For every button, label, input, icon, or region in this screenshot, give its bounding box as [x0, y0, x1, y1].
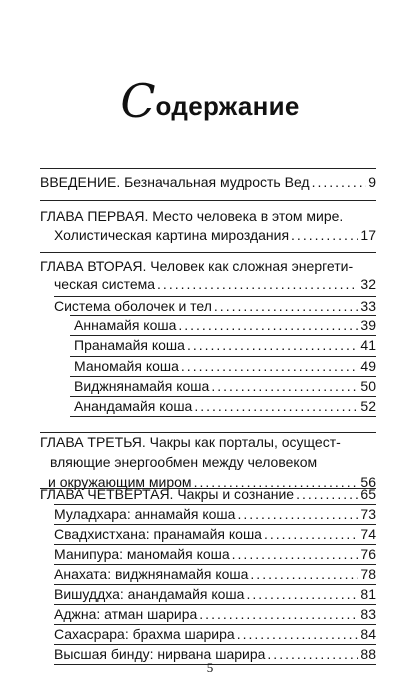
dot-leader: [237, 504, 358, 524]
entry-title: Маномайя коша: [74, 358, 179, 374]
toc-entry-subsection[interactable]: [74, 315, 376, 335]
entry-title: Пранамайя коша: [74, 337, 185, 353]
dot-leader: [211, 376, 358, 396]
entry-title: Вишуддха: анандамайя коша: [54, 586, 245, 602]
entry-page: 17: [360, 227, 376, 243]
dot-leader: [187, 335, 358, 355]
entry-title: Манипура: маномайя коша: [54, 546, 230, 562]
entry-page: 52: [360, 398, 376, 414]
dot-leader: [181, 356, 359, 376]
toc-entry-subsection[interactable]: [54, 504, 376, 524]
dot-leader: [237, 624, 359, 644]
toc-entry-subsection[interactable]: [54, 544, 376, 564]
entry-page: 83: [360, 606, 376, 622]
toc-entry-intro[interactable]: [40, 172, 376, 192]
dot-leader: [296, 484, 358, 504]
dot-leader: [291, 225, 358, 245]
title-initial-letter: С: [120, 74, 156, 128]
dot-leader: [178, 315, 358, 335]
toc-title: [0, 74, 420, 128]
entry-title: ГЛАВА ПЕРВАЯ. Место человека в этом мире.: [40, 208, 344, 224]
entry-page: 49: [360, 358, 376, 374]
toc-entry-subsection[interactable]: [54, 604, 376, 624]
entry-title: Виджнянамайя коша: [74, 378, 210, 394]
entry-title: Аннамайя коша: [74, 317, 177, 333]
entry-page: 56: [360, 474, 376, 490]
entry-title: ГЛАВА ЧЕТВЕРТАЯ. Чакры и сознание: [40, 486, 295, 502]
entry-title: Анахата: виджнянамайя коша: [54, 566, 249, 582]
toc-entry-subsection[interactable]: [74, 376, 376, 396]
entry-title: Высшая бинду: нирвана шарира: [54, 646, 266, 662]
dot-leader: [232, 544, 359, 564]
entry-title: ческая система: [54, 276, 156, 292]
entry-title: Аджна: атман шарира: [54, 606, 198, 622]
entry-title: ВВЕДЕНИЕ. Безначальная мудрость Вед: [40, 174, 310, 190]
page-number: 5: [206, 660, 214, 675]
divider: [40, 200, 376, 201]
entry-page: 73: [360, 506, 376, 522]
entry-page: 88: [360, 646, 376, 662]
entry-page: 65: [360, 486, 376, 502]
entry-page: 9: [368, 174, 376, 190]
entry-page: 78: [360, 566, 376, 582]
entry-page: 81: [360, 586, 376, 602]
toc-entry-subsection[interactable]: [54, 624, 376, 644]
dot-leader: [312, 172, 367, 192]
entry-page: 74: [360, 526, 376, 542]
dot-leader: [199, 604, 358, 624]
divider: [40, 168, 376, 169]
entry-page: 84: [360, 626, 376, 642]
entry-title: вляющие энергообмен между человеком: [50, 454, 318, 470]
entry-title: Сахасрара: брахма шарира: [54, 626, 235, 642]
entry-title: ГЛАВА ТРЕТЬЯ. Чакры как порталы, осущест-: [40, 434, 341, 450]
toc-entry-subsection[interactable]: [54, 524, 376, 544]
entry-title: и окружающим миром: [48, 474, 192, 490]
dot-leader: [264, 524, 358, 544]
toc-entry-subsection[interactable]: [74, 335, 376, 355]
entry-title: Система оболочек и тел: [54, 298, 212, 314]
chapter-1-heading[interactable]: [40, 206, 376, 226]
toc-entry-chapter-2[interactable]: [54, 274, 376, 294]
toc-entry-subsection[interactable]: [54, 564, 376, 584]
chapter-3-heading-cont[interactable]: [50, 452, 376, 472]
dot-leader: [214, 296, 359, 316]
title-rest: одержание: [155, 91, 300, 121]
entry-title: Холистическая картина мироздания: [54, 227, 290, 243]
entry-page: 50: [360, 378, 376, 394]
entry-page: 76: [360, 546, 376, 562]
toc-entry-chapter-4[interactable]: [40, 484, 376, 504]
entry-page: 33: [360, 298, 376, 314]
entry-page: 39: [360, 317, 376, 333]
entry-title: Свадхистхана: пранамайя коша: [54, 526, 262, 542]
divider: [70, 416, 376, 417]
entry-page: 32: [360, 276, 376, 292]
toc-entry-chapter-1[interactable]: [54, 225, 376, 245]
toc-entry-section[interactable]: [54, 296, 376, 316]
entry-title: Анандамайя коша: [74, 398, 193, 414]
chapter-3-heading[interactable]: [40, 432, 376, 452]
dot-leader: [246, 584, 358, 604]
entry-page: 41: [360, 337, 376, 353]
dot-leader: [194, 396, 358, 416]
entry-title: Муладхара: аннамайя коша: [54, 506, 236, 522]
chapter-2-heading[interactable]: [40, 256, 376, 276]
dot-leader: [250, 564, 358, 584]
divider: [40, 252, 376, 253]
dot-leader: [157, 274, 358, 294]
toc-entry-subsection[interactable]: [74, 356, 376, 376]
toc-entry-subsection[interactable]: [74, 396, 376, 416]
toc-entry-subsection[interactable]: [54, 584, 376, 604]
entry-title: ГЛАВА ВТОРАЯ. Человек как сложная энергети-: [40, 258, 354, 274]
